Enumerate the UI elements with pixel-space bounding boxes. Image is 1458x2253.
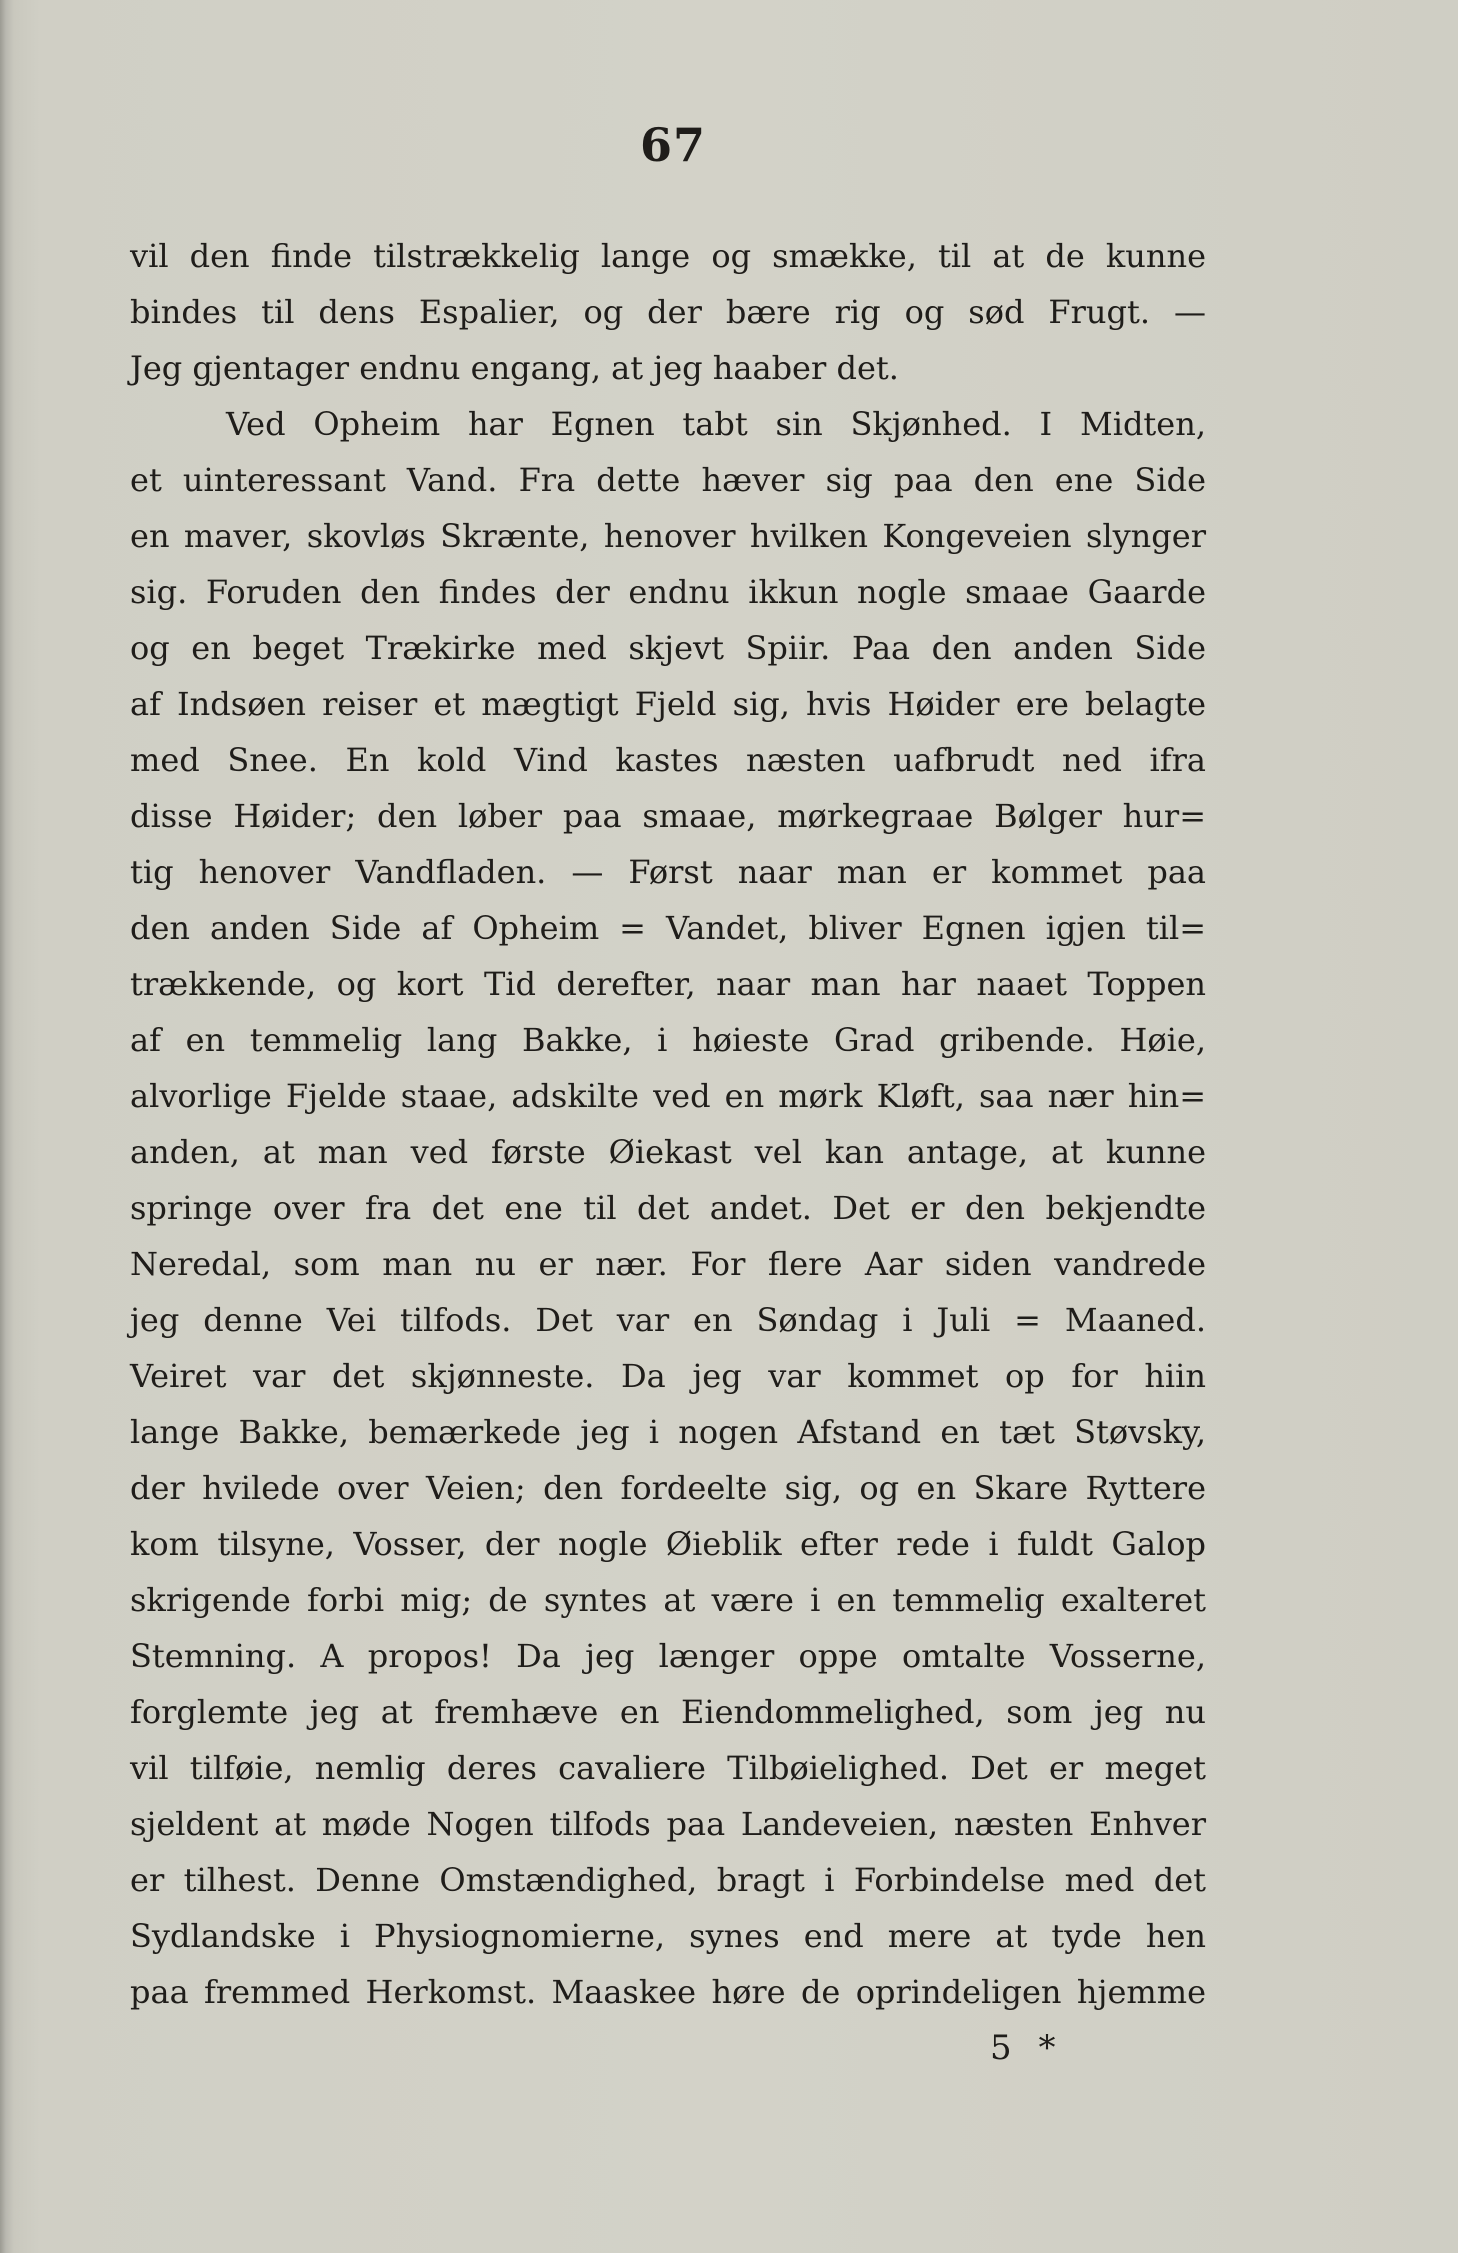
text-line: af en temmelig lang Bakke, i høieste Grad gribende. Høie,: [130, 1021, 1206, 1059]
text-line: bindes til dens Espalier, og der bære rig og sød Frugt. —: [130, 293, 1206, 331]
text-line: et uinteressant Vand. Fra dette hæver sig paa den ene Side: [130, 461, 1206, 499]
text-line: sig. Foruden den findes der endnu ikkun nogle smaae Gaarde: [130, 573, 1206, 611]
body-text: [130, 228, 1206, 2020]
text-line: af Indsøen reiser et mægtigt Fjeld sig, hvis Høider ere belagte: [130, 685, 1206, 723]
text-line: jeg denne Vei tilfods. Det var en Søndag i Juli = Maaned.: [130, 1301, 1206, 1339]
text-line: disse Høider; den løber paa smaae, mørkegraae Bølger hur=: [130, 797, 1206, 835]
text-line: den anden Side af Opheim = Vandet, bliver Egnen igjen til=: [130, 909, 1206, 947]
text-line: vil den finde tilstrækkelig lange og smække, til at de kunne: [130, 237, 1206, 275]
page-number: 67: [639, 118, 706, 172]
text-line: Stemning. A propos! Da jeg længer oppe omtalte Vosserne,: [130, 1637, 1206, 1675]
text-line: kom tilsyne, Vosser, der nogle Øieblik efter rede i fuldt Galop: [130, 1525, 1206, 1563]
text-line: vil tilføie, nemlig deres cavaliere Tilbøielighed. Det er meget: [130, 1749, 1206, 1787]
text-line: sjeldent at møde Nogen tilfods paa Landeveien, næsten Enhver: [130, 1805, 1206, 1843]
text-line: er tilhest. Denne Omstændighed, bragt i Forbindelse med det: [130, 1861, 1206, 1899]
text-line: trækkende, og kort Tid derefter, naar man har naaet Toppen: [130, 965, 1206, 1003]
text-line: lange Bakke, bemærkede jeg i nogen Afstand en tæt Støvsky,: [130, 1413, 1206, 1451]
text-line: Sydlandske i Physiognomierne, synes end mere at tyde hen: [130, 1917, 1206, 1955]
text-line: forglemte jeg at fremhæve en Eiendommelighed, som jeg nu: [130, 1693, 1206, 1731]
text-line: springe over fra det ene til det andet. Det er den bekjendte: [130, 1189, 1206, 1227]
text-line: en maver, skovløs Skrænte, henover hvilken Kongeveien slynger: [130, 517, 1206, 555]
text-line: der hvilede over Veien; den fordeelte sig, og en Skare Ryttere: [130, 1469, 1206, 1507]
text-line: og en beget Trækirke med skjevt Spiir. Paa den anden Side: [130, 629, 1206, 667]
text-line: Veiret var det skjønneste. Da jeg var kommet op for hiin: [130, 1357, 1206, 1395]
text-line: Jeg gjentager endnu engang, at jeg haaber det.: [130, 349, 899, 387]
text-line: Neredal, som man nu er nær. For flere Aar siden vandrede: [130, 1245, 1206, 1283]
text-line: alvorlige Fjelde staae, adskilte ved en mørk Kløft, saa nær hin=: [130, 1077, 1206, 1115]
signature-mark: 5 *: [990, 2028, 1064, 2068]
text-line: skrigende forbi mig; de syntes at være i en temmelig exalteret: [130, 1581, 1206, 1619]
text-line: tig henover Vandfladen. — Først naar man er kommet paa: [130, 853, 1206, 891]
text-line: Ved Opheim har Egnen tabt sin Skjønhed. I Midten,: [226, 405, 1206, 443]
text-line: anden, at man ved første Øiekast vel kan antage, at kunne: [130, 1133, 1206, 1171]
text-line: paa fremmed Herkomst. Maaskee høre de oprindeligen hjemme: [130, 1973, 1206, 2011]
text-line: med Snee. En kold Vind kastes næsten uafbrudt ned ifra: [130, 741, 1206, 779]
